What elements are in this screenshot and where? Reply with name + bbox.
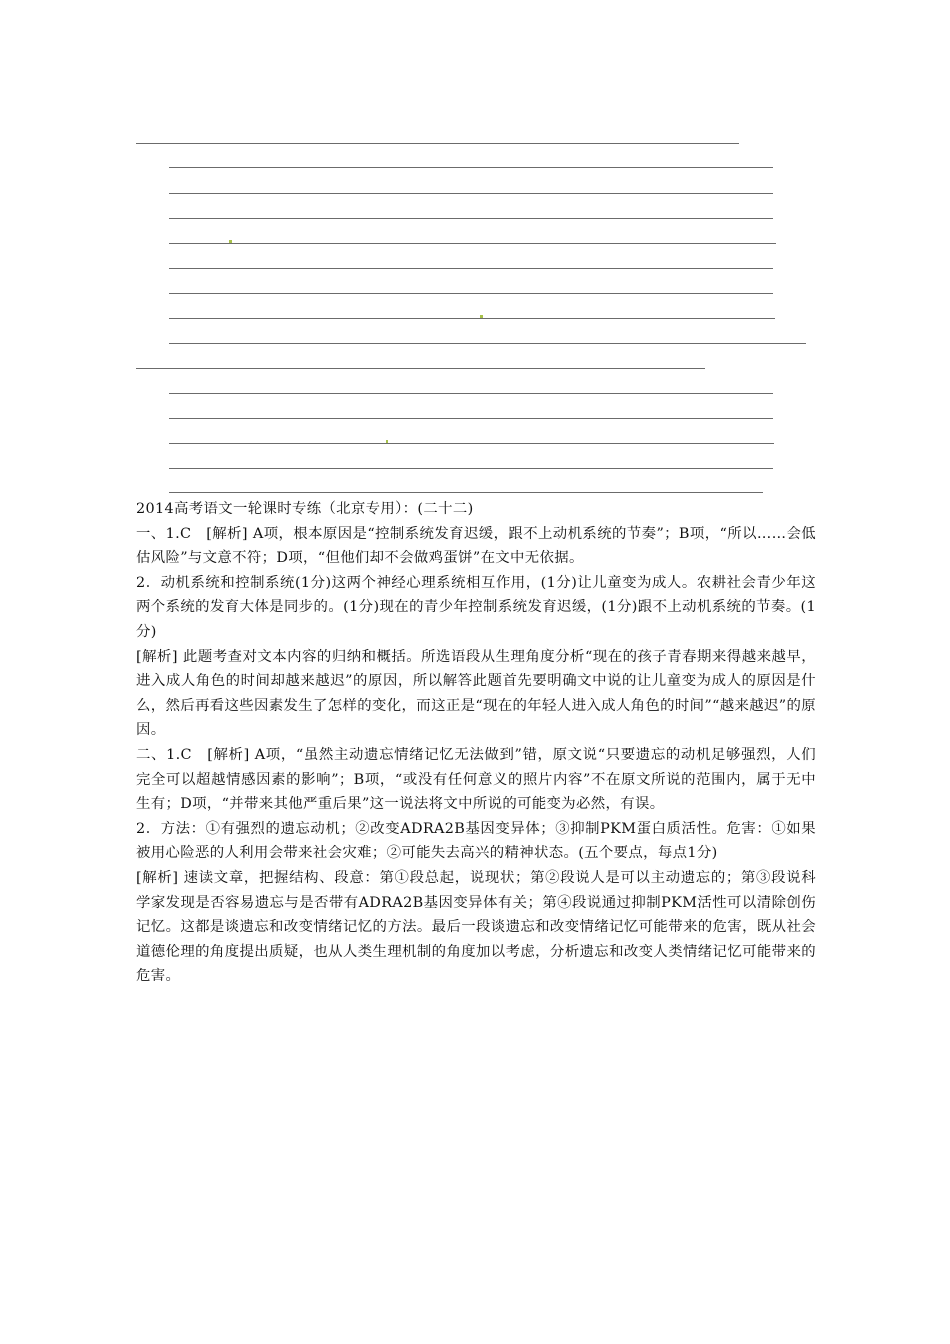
answer-line — [136, 368, 705, 369]
speck-mark — [480, 315, 483, 318]
answer-line — [169, 468, 773, 469]
answer-line — [169, 343, 806, 344]
answer-line — [169, 443, 774, 444]
paragraph: 二、1.C [解析] A项，“虽然主动遗忘情绪记忆无法做到”错，原文说“只要遗忘的动机足够强烈，人们完全可以超越情感因素的影响”；B项，“或没有任何意义的照片内容”不在原文所说的范围内，属于无中生有；D项，“并带来其他严重后果”这一说法将文中所说的可能变为必然，有误。 — [136, 746, 816, 813]
answer-line — [169, 193, 773, 194]
answer-line — [169, 218, 773, 219]
speck-mark — [229, 240, 232, 243]
answer-line — [169, 268, 773, 269]
answer-line — [169, 243, 776, 244]
paragraph: 2．动机系统和控制系统(1分)这两个神经心理系统相互作用，(1分)让儿童变为成人。农耕社会青少年这两个系统的发育大体是同步的。(1分)现在的青少年控制系统发育迟缓，(1分)跟不上动机系统的节奏。(1分) — [136, 574, 816, 640]
answer-line — [136, 143, 739, 144]
answer-line — [169, 418, 773, 419]
answer-line — [169, 492, 763, 493]
answer-line — [169, 167, 773, 168]
answer-key — [136, 497, 816, 989]
answer-line — [169, 393, 773, 394]
speck-mark — [386, 440, 388, 443]
document-title: 2014高考语文一轮课时专练（北京专用）：(二十二) — [136, 501, 474, 517]
answer-line — [169, 293, 773, 294]
paragraph: [解析] 此题考查对文本内容的归纳和概括。所选语段从生理角度分析“现在的孩子青春期来得越来越早，进入成人角色的时间却越来越迟”的原因，所以解答此题首先要明确文中说的让儿童变为成人的原因是什么，然后再看这些因素发生了怎样的变化，而这正是“现在的年轻人进入成人角色的时间”“越来越迟”的原因。 — [136, 648, 816, 739]
paragraph: 一、1.C [解析] A项，根本原因是“控制系统发育迟缓，跟不上动机系统的节奏”；B项，“所以……会低估风险”与文意不符；D项，“但他们却不会做鸡蛋饼”在文中无依据。 — [136, 525, 816, 567]
paragraph: [解析] 速读文章，把握结构、段意：第①段总起，说现状；第②段说人是可以主动遗忘的；第③段说科学家发现是否容易遗忘与是否带有ADRA2B基因变异体有关；第④段说通过抑制PKM活性可以清除创伤记忆。这都是谈遗忘和改变情绪记忆的方法。最后一段谈遗忘和改变情绪记忆可能带来的危害，既从社会道德伦理的角度提出质疑，也从人类生理机制的角度加以考虑，分析遗忘和改变人类情绪记忆可能带来的危害。 — [136, 869, 816, 985]
paragraph: 2．方法：①有强烈的遗忘动机；②改变ADRA2B基因变异体；③抑制PKM蛋白质活性。危害：①如果被用心险恶的人利用会带来社会灾难；②可能失去高兴的精神状态。(五个要点，每点1分) — [136, 820, 816, 862]
answer-line — [169, 318, 775, 319]
